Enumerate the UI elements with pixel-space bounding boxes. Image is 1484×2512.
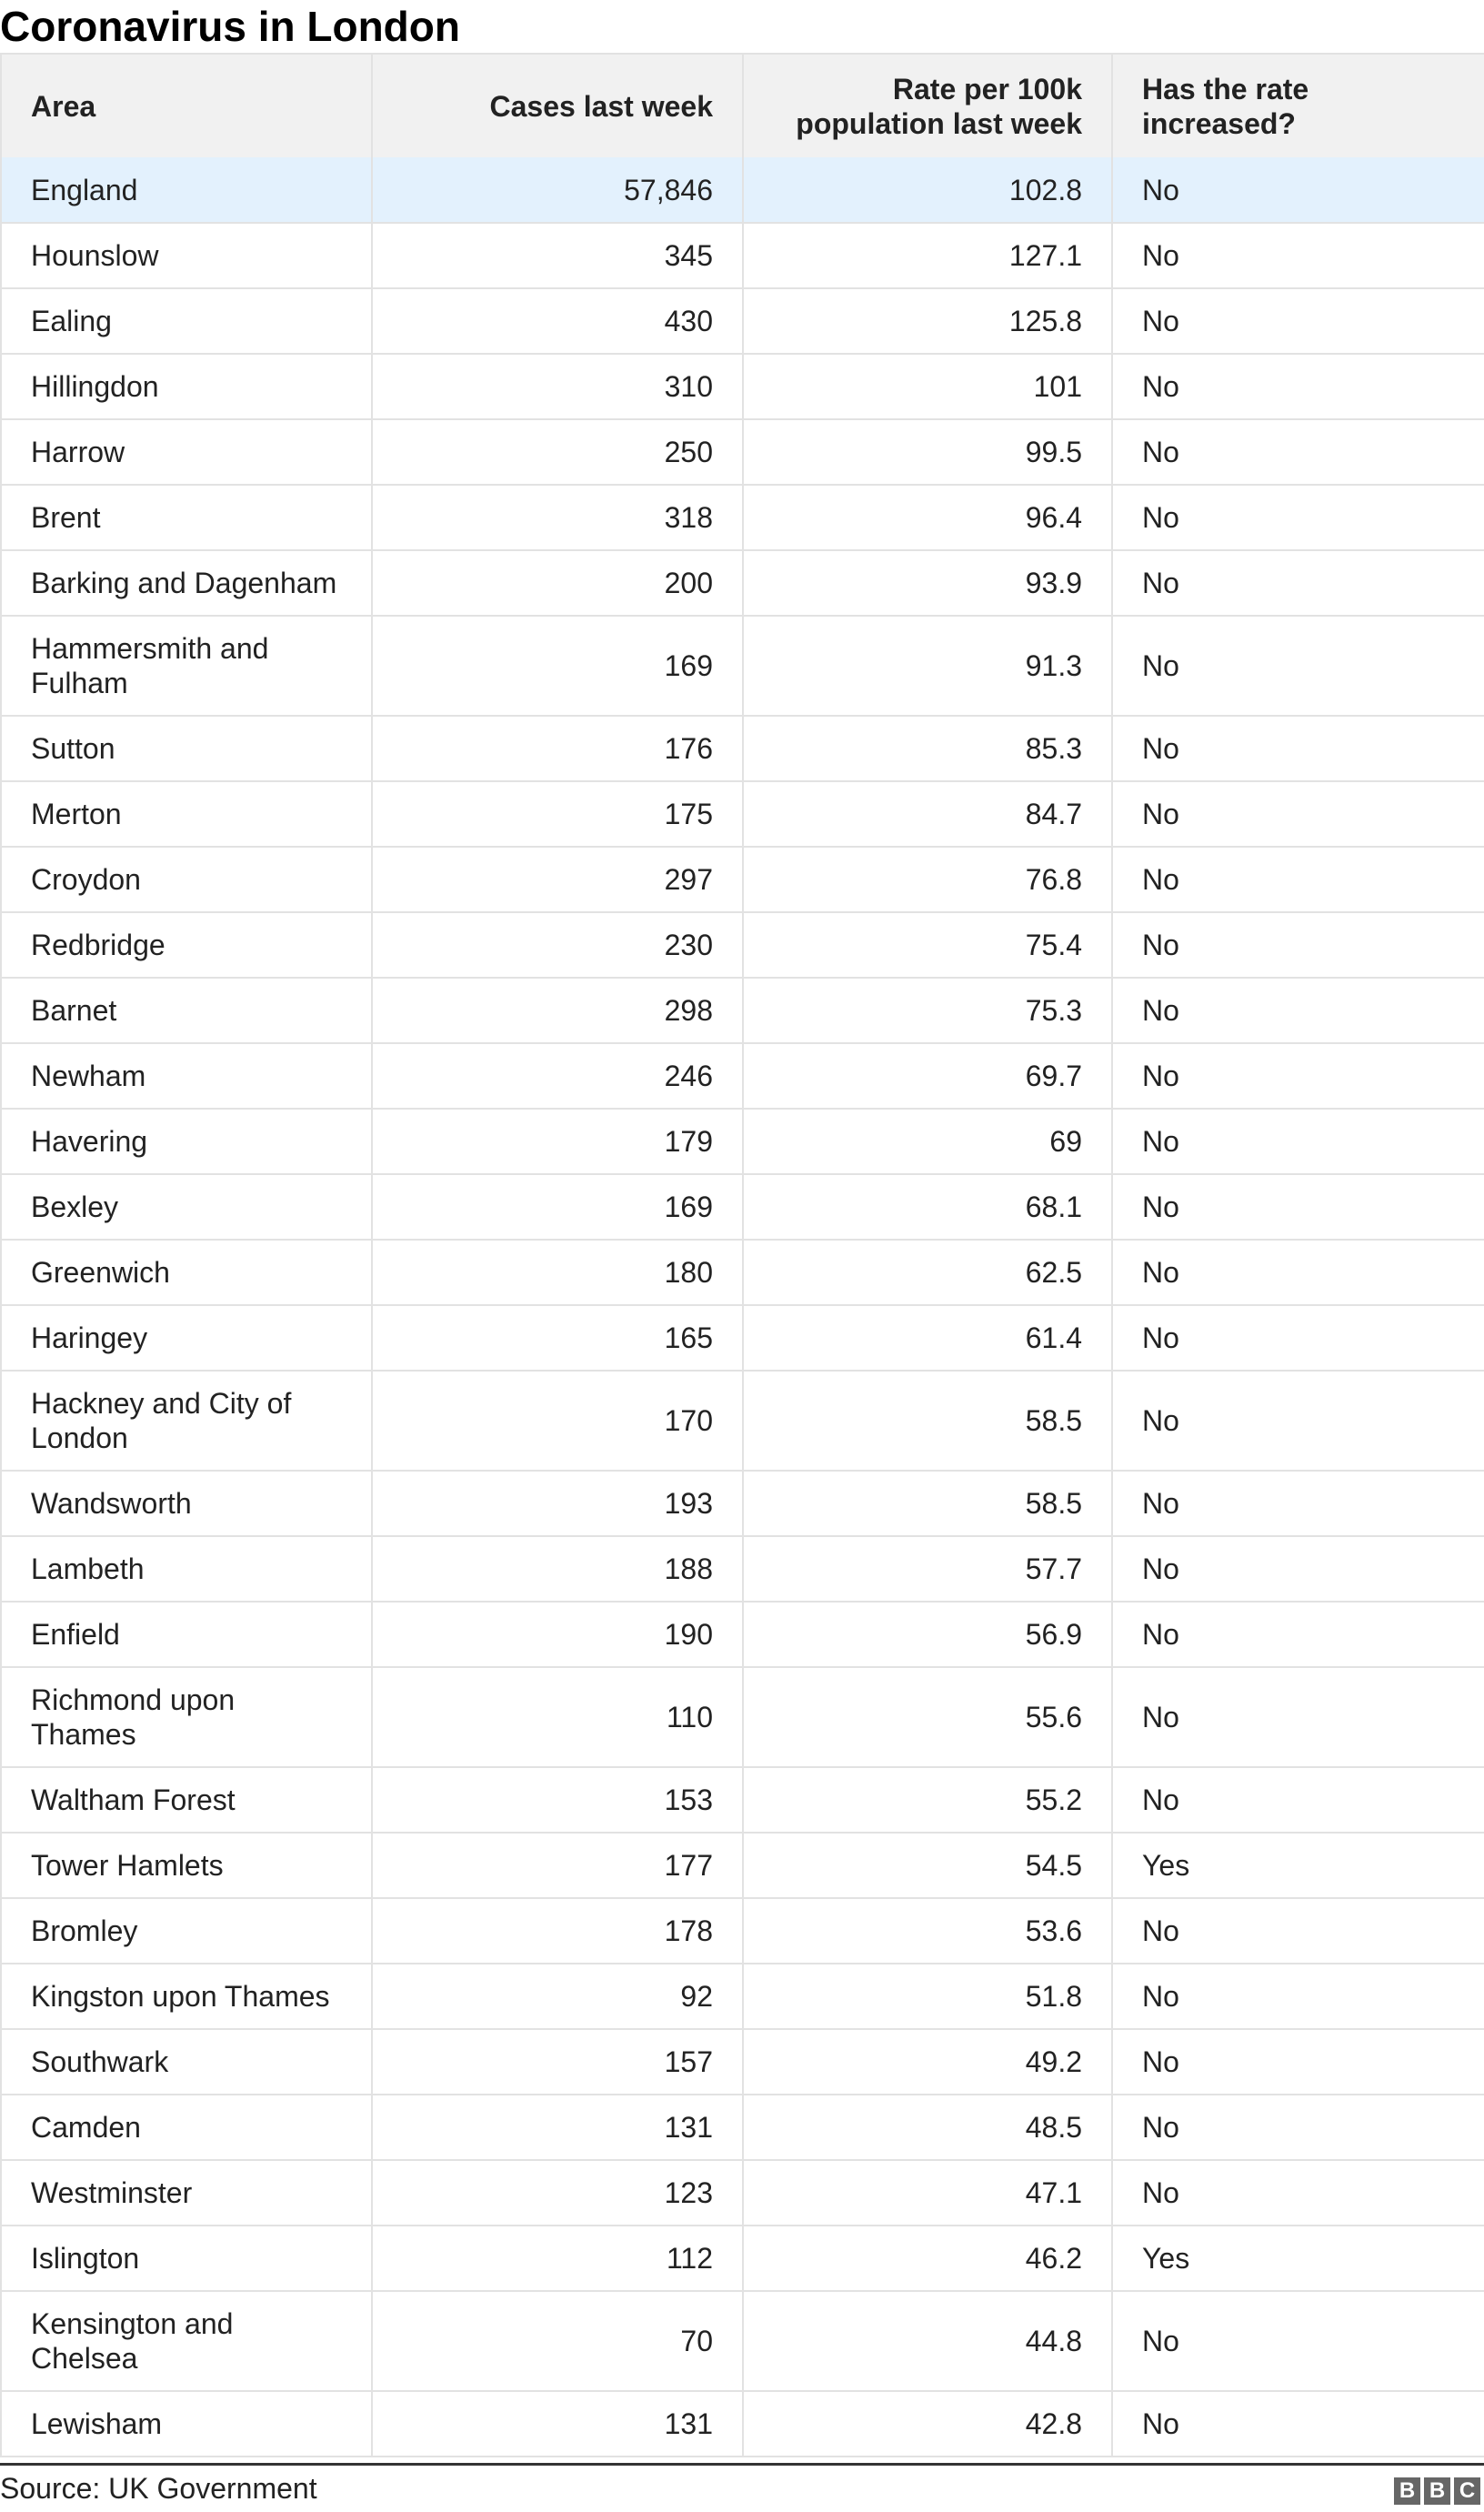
cell-increased: No: [1112, 2095, 1484, 2160]
cell-rate: 42.8: [743, 2391, 1112, 2457]
cell-cases: 131: [372, 2095, 743, 2160]
cell-area: Brent: [1, 485, 372, 550]
cell-rate: 58.5: [743, 1371, 1112, 1471]
table-row: [1, 1767, 1484, 1833]
cell-cases: 169: [372, 616, 743, 716]
cell-cases: 246: [372, 1043, 743, 1109]
cell-cases: 110: [372, 1667, 743, 1767]
cell-area: Hillingdon: [1, 354, 372, 419]
cell-rate: 101: [743, 354, 1112, 419]
cell-cases: 57,846: [372, 157, 743, 223]
cell-cases: 250: [372, 419, 743, 485]
table-row: [1, 1109, 1484, 1174]
cell-area: Islington: [1, 2226, 372, 2291]
cell-increased: No: [1112, 1602, 1484, 1667]
cell-cases: 153: [372, 1767, 743, 1833]
table-row: [1, 1174, 1484, 1240]
cell-cases: 157: [372, 2029, 743, 2095]
table-row: [1, 781, 1484, 847]
cell-rate: 57.7: [743, 1536, 1112, 1602]
table-body: [1, 157, 1484, 2457]
cell-increased: No: [1112, 2291, 1484, 2391]
cell-increased: No: [1112, 1174, 1484, 1240]
table-row: [1, 1371, 1484, 1471]
cell-increased: No: [1112, 1305, 1484, 1371]
table-row: [1, 1602, 1484, 1667]
cell-area: Newham: [1, 1043, 372, 1109]
cell-area: England: [1, 157, 372, 223]
cell-rate: 96.4: [743, 485, 1112, 550]
cell-rate: 75.3: [743, 978, 1112, 1043]
cell-increased: No: [1112, 1109, 1484, 1174]
cell-increased: No: [1112, 2160, 1484, 2226]
cell-rate: 55.2: [743, 1767, 1112, 1833]
cell-area: Bromley: [1, 1898, 372, 1964]
cell-area: Merton: [1, 781, 372, 847]
cell-rate: 44.8: [743, 2291, 1112, 2391]
table-row: [1, 2160, 1484, 2226]
cell-rate: 48.5: [743, 2095, 1112, 2160]
table-row: [1, 1043, 1484, 1109]
cell-increased: No: [1112, 616, 1484, 716]
cell-area: Ealing: [1, 288, 372, 354]
table-row: [1, 1305, 1484, 1371]
cell-area: Southwark: [1, 2029, 372, 2095]
cell-cases: 230: [372, 912, 743, 978]
cell-increased: No: [1112, 550, 1484, 616]
cell-area: Lewisham: [1, 2391, 372, 2457]
cell-cases: 131: [372, 2391, 743, 2457]
cell-area: Camden: [1, 2095, 372, 2160]
table-row: [1, 2291, 1484, 2391]
table-header-row: [1, 54, 1484, 157]
cell-increased: No: [1112, 1043, 1484, 1109]
column-header-cases[interactable]: Cases last week: [372, 54, 743, 157]
table-row: [1, 550, 1484, 616]
cell-rate: 58.5: [743, 1471, 1112, 1536]
cell-area: Tower Hamlets: [1, 1833, 372, 1898]
cell-rate: 51.8: [743, 1964, 1112, 2029]
cell-area: Kensington and Chelsea: [1, 2291, 372, 2391]
cell-area: Westminster: [1, 2160, 372, 2226]
table-row: [1, 354, 1484, 419]
cell-increased: No: [1112, 1767, 1484, 1833]
table-row: [1, 716, 1484, 781]
cell-cases: 318: [372, 485, 743, 550]
cell-area: Enfield: [1, 1602, 372, 1667]
cell-increased: Yes: [1112, 1833, 1484, 1898]
table-row: [1, 1240, 1484, 1305]
cell-increased: No: [1112, 288, 1484, 354]
column-header-area[interactable]: Area: [1, 54, 372, 157]
cell-rate: 84.7: [743, 781, 1112, 847]
cell-increased: No: [1112, 1240, 1484, 1305]
cell-rate: 69: [743, 1109, 1112, 1174]
cell-rate: 55.6: [743, 1667, 1112, 1767]
data-table: [0, 53, 1484, 2457]
cell-area: Haringey: [1, 1305, 372, 1371]
cell-cases: 190: [372, 1602, 743, 1667]
cell-area: Harrow: [1, 419, 372, 485]
cell-cases: 178: [372, 1898, 743, 1964]
cell-area: Redbridge: [1, 912, 372, 978]
cell-area: Waltham Forest: [1, 1767, 372, 1833]
cell-cases: 175: [372, 781, 743, 847]
table-row: [1, 2226, 1484, 2291]
cell-rate: 102.8: [743, 157, 1112, 223]
table-row: [1, 157, 1484, 223]
cell-cases: 170: [372, 1371, 743, 1471]
cell-cases: 200: [372, 550, 743, 616]
column-header-rate[interactable]: Rate per 100k population last week: [743, 54, 1112, 157]
bbc-logo-letter: B: [1424, 2477, 1450, 2505]
column-header-increased[interactable]: Has the rate increased?: [1112, 54, 1484, 157]
cell-cases: 430: [372, 288, 743, 354]
cell-rate: 85.3: [743, 716, 1112, 781]
cell-rate: 62.5: [743, 1240, 1112, 1305]
table-row: [1, 223, 1484, 288]
bbc-logo-letter: C: [1454, 2477, 1480, 2505]
cell-rate: 61.4: [743, 1305, 1112, 1371]
cell-area: Wandsworth: [1, 1471, 372, 1536]
bbc-logo-letter: B: [1394, 2477, 1420, 2505]
cell-increased: No: [1112, 1898, 1484, 1964]
cell-area: Hackney and City of London: [1, 1371, 372, 1471]
cell-increased: No: [1112, 2391, 1484, 2457]
cell-area: Hounslow: [1, 223, 372, 288]
cell-area: Bexley: [1, 1174, 372, 1240]
table-row: [1, 1667, 1484, 1767]
cell-increased: No: [1112, 1964, 1484, 2029]
cell-cases: 92: [372, 1964, 743, 2029]
table-row: [1, 1536, 1484, 1602]
table-row: [1, 1898, 1484, 1964]
cell-rate: 127.1: [743, 223, 1112, 288]
cell-rate: 54.5: [743, 1833, 1112, 1898]
table-row: [1, 2029, 1484, 2095]
cell-cases: 310: [372, 354, 743, 419]
table-row: [1, 2095, 1484, 2160]
cell-rate: 76.8: [743, 847, 1112, 912]
cell-cases: 179: [372, 1109, 743, 1174]
cell-rate: 53.6: [743, 1898, 1112, 1964]
table-row: [1, 616, 1484, 716]
cell-cases: 123: [372, 2160, 743, 2226]
cell-rate: 47.1: [743, 2160, 1112, 2226]
cell-area: Barking and Dagenham: [1, 550, 372, 616]
cell-rate: 75.4: [743, 912, 1112, 978]
cell-increased: No: [1112, 223, 1484, 288]
cell-rate: 91.3: [743, 616, 1112, 716]
cell-increased: No: [1112, 419, 1484, 485]
cell-area: Havering: [1, 1109, 372, 1174]
cell-cases: 193: [372, 1471, 743, 1536]
table-row: [1, 1833, 1484, 1898]
table-row: [1, 1964, 1484, 2029]
cell-increased: No: [1112, 485, 1484, 550]
cell-increased: No: [1112, 354, 1484, 419]
source-note: Source: UK Government: [0, 2472, 317, 2505]
table-row: [1, 978, 1484, 1043]
chart-title: Coronavirus in London: [0, 3, 460, 50]
cell-area: Greenwich: [1, 1240, 372, 1305]
cell-area: Lambeth: [1, 1536, 372, 1602]
cell-cases: 345: [372, 223, 743, 288]
table-row: [1, 419, 1484, 485]
cell-area: Hammersmith and Fulham: [1, 616, 372, 716]
cell-rate: 68.1: [743, 1174, 1112, 1240]
cell-cases: 188: [372, 1536, 743, 1602]
table-row: [1, 847, 1484, 912]
cell-increased: No: [1112, 978, 1484, 1043]
cell-increased: No: [1112, 2029, 1484, 2095]
cell-area: Kingston upon Thames: [1, 1964, 372, 2029]
table-row: [1, 1471, 1484, 1536]
cell-area: Croydon: [1, 847, 372, 912]
cell-cases: 297: [372, 847, 743, 912]
cell-increased: Yes: [1112, 2226, 1484, 2291]
cell-cases: 169: [372, 1174, 743, 1240]
cell-rate: 93.9: [743, 550, 1112, 616]
cell-increased: No: [1112, 1471, 1484, 1536]
cell-cases: 177: [372, 1833, 743, 1898]
cell-cases: 298: [372, 978, 743, 1043]
table-row: [1, 2391, 1484, 2457]
cell-cases: 176: [372, 716, 743, 781]
cell-increased: No: [1112, 781, 1484, 847]
cell-cases: 70: [372, 2291, 743, 2391]
table-row: [1, 912, 1484, 978]
cell-increased: No: [1112, 1536, 1484, 1602]
cell-rate: 99.5: [743, 419, 1112, 485]
cell-rate: 125.8: [743, 288, 1112, 354]
table-row: [1, 485, 1484, 550]
cell-cases: 112: [372, 2226, 743, 2291]
cell-area: Barnet: [1, 978, 372, 1043]
cell-rate: 69.7: [743, 1043, 1112, 1109]
cell-increased: No: [1112, 1667, 1484, 1767]
cell-area: Sutton: [1, 716, 372, 781]
footer-divider: [0, 2463, 1484, 2466]
cell-rate: 46.2: [743, 2226, 1112, 2291]
cell-area: Richmond upon Thames: [1, 1667, 372, 1767]
cell-rate: 56.9: [743, 1602, 1112, 1667]
cell-increased: No: [1112, 912, 1484, 978]
table-row: [1, 288, 1484, 354]
cell-increased: No: [1112, 847, 1484, 912]
cell-rate: 49.2: [743, 2029, 1112, 2095]
cell-cases: 165: [372, 1305, 743, 1371]
cell-cases: 180: [372, 1240, 743, 1305]
bbc-logo: [1394, 2477, 1480, 2505]
cell-increased: No: [1112, 716, 1484, 781]
cell-increased: No: [1112, 1371, 1484, 1471]
cell-increased: No: [1112, 157, 1484, 223]
